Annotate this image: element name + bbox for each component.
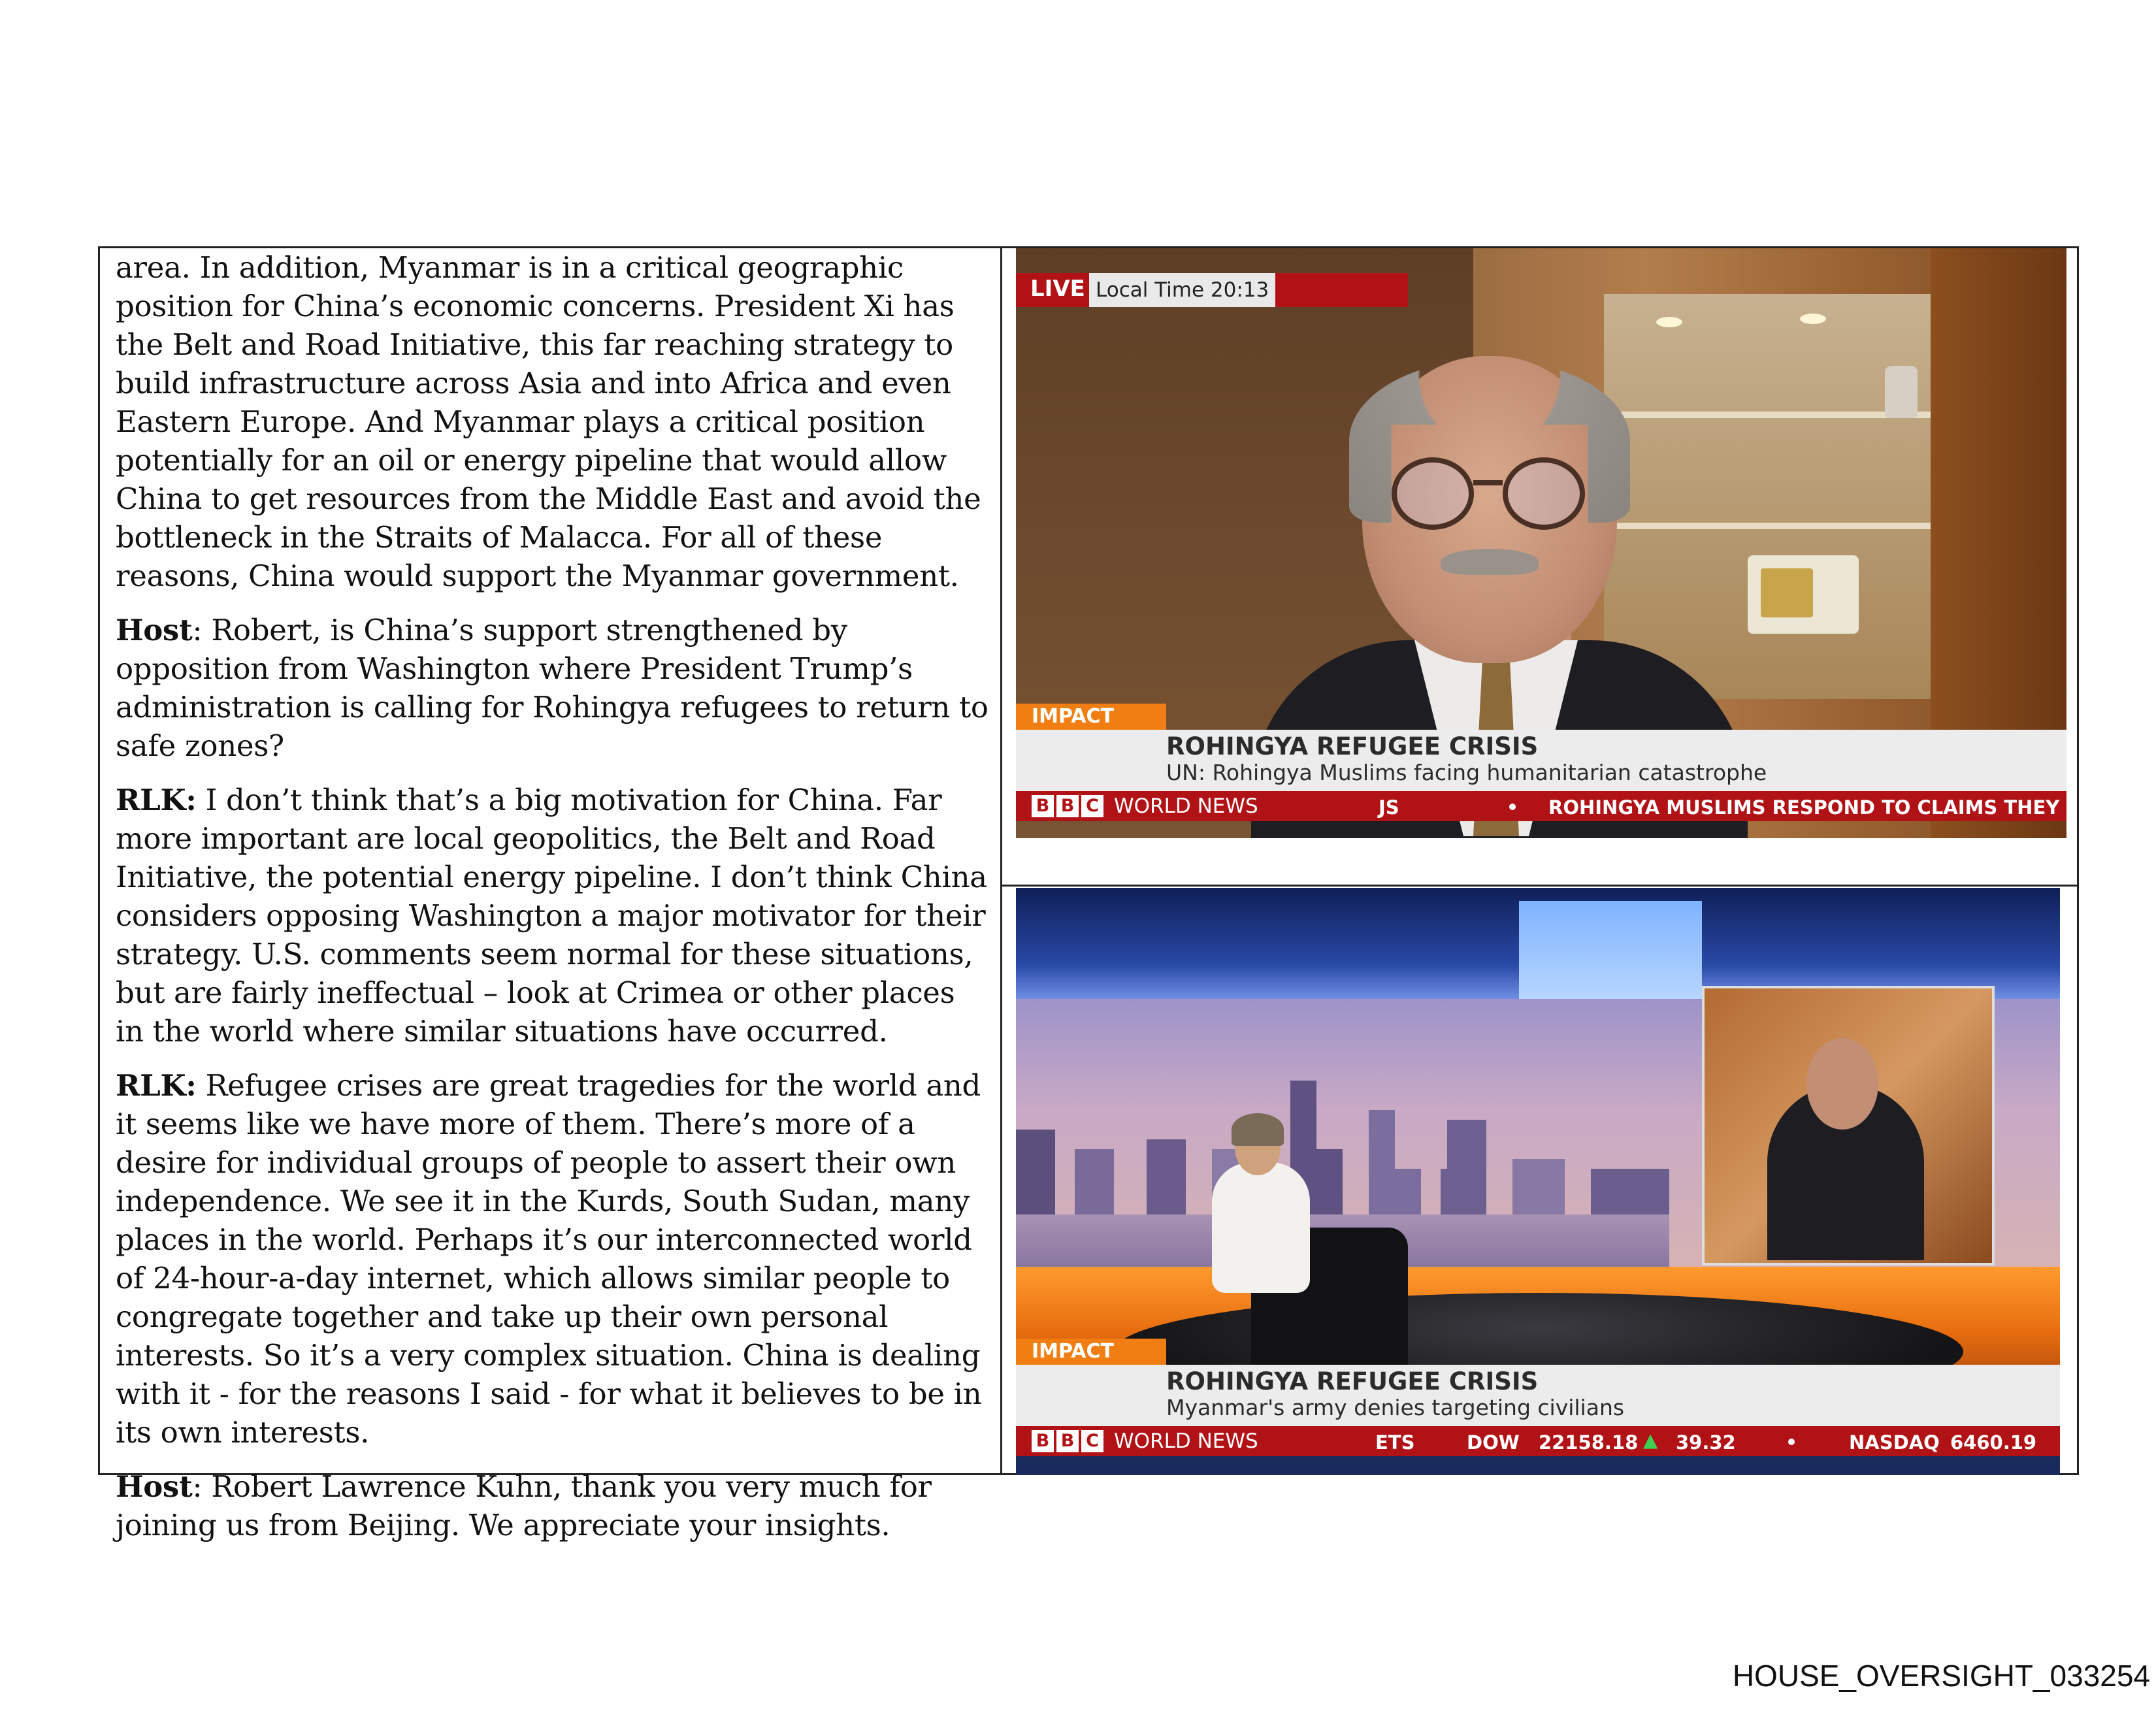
speaker-label: Host: [116, 613, 193, 647]
impact-label: IMPACT: [1016, 1339, 1166, 1365]
ticker-text: ROHINGYA MUSLIMS RESPOND TO CLAIMS THEY: [1548, 796, 2060, 819]
subhead: Myanmar's army denies targeting civilians: [1166, 1395, 1625, 1420]
dow-value: 22158.18: [1539, 1431, 1639, 1454]
paragraph-host-closing: [116, 1467, 991, 1544]
nasdaq-value: 6460.19: [1950, 1431, 2037, 1454]
ticker-fragment: ETS: [1375, 1431, 1415, 1454]
bbc-letter: C: [1081, 1430, 1103, 1452]
paragraph-text: Refugee crises are great tragedies for the world and it seems like we have more of them. There’s more of a desire for individual groups of people to assert their own independence. We see it in the Kurds, South Sudan, many places in the world. Perhaps it’s our interconnected world of 24-hour-a-day internet, which allows similar people to congregate together and take up their own personal interests. So it’s a very complex situation. China is dealing with it - for the reasons I said - for what it believes to be in its own interests.: [116, 1068, 982, 1450]
bbc-letter: B: [1056, 1430, 1079, 1452]
transcript-table: [98, 246, 2079, 1542]
impact-label: IMPACT: [1016, 704, 1166, 730]
column-divider: [1000, 248, 1002, 1473]
local-time: Local Time 20:13: [1089, 273, 1275, 307]
ceiling-light-panel: [1519, 901, 1702, 999]
bbc-letter: B: [1056, 795, 1079, 817]
bates-number: HOUSE_OVERSIGHT_033254: [1732, 1659, 2150, 1693]
ticker-fragment: JS: [1379, 796, 1399, 819]
paragraph-rlk-answer-2: [116, 1066, 991, 1452]
glasses-lens: [1503, 457, 1585, 530]
ticker-separator: [1509, 804, 1516, 810]
bbc-letter: B: [1032, 795, 1054, 817]
dow-change: 39.32: [1676, 1431, 1736, 1454]
paragraph-continuation: [116, 248, 991, 595]
speaker-label: RLK:: [116, 1068, 197, 1103]
bbc-logo: [1032, 795, 1103, 817]
paragraph-text: I don’t think that’s a big motivation for China. Far more important are local geopolitics, the Belt and Road Initiative, the potential energy pipeline. I don’t think China considers opposing Washington a major motivator for their strategy. U.S. comments seem normal for these situations, but are fairly ineffectual – look at Crimea or other places in the world where similar situations have occurred.: [116, 783, 987, 1049]
presenter-hair: [1232, 1113, 1284, 1146]
up-arrow-icon: ▲: [1643, 1429, 1658, 1451]
bbc-letter: B: [1032, 1430, 1054, 1452]
dow-label: DOW: [1467, 1431, 1520, 1454]
glasses-bridge: [1473, 480, 1503, 485]
nasdaq-label: NASDAQ: [1849, 1431, 1940, 1454]
shelf-alcove: [1604, 294, 1944, 699]
live-label: LIVE: [1030, 276, 1085, 302]
headline: ROHINGYA REFUGEE CRISIS: [1166, 1367, 1539, 1395]
paragraph-text: : Robert Lawrence Kuhn, thank you very much for joining us from Beijing. We appreciate your insights.: [116, 1469, 932, 1542]
glass-shelf: [1604, 523, 1944, 529]
tv-still-interview: [1016, 248, 2066, 838]
ceiling-light: [1800, 314, 1826, 324]
mustache: [1441, 549, 1539, 575]
speaker-label: RLK:: [116, 783, 197, 817]
paragraph-rlk-answer-1: [116, 781, 991, 1051]
kettle: [1885, 366, 1918, 418]
bbc-logo: [1032, 1430, 1103, 1452]
speaker-label: Host: [116, 1469, 193, 1504]
paragraph-text: area. In addition, Myanmar is in a critical geographic position for China’s economic concerns. President Xi has the Belt and Road Initiative, this far reaching strategy to build infrastructure across Asia and into Africa and even Eastern Europe. And Myanmar plays a critical position potentially for an oil or energy pipeline that would allow China to get resources from the Middle East and avoid the bottleneck in the Straits of Malacca. For all of these reasons, China would support the Myanmar government.: [116, 250, 981, 593]
channel-name: WORLD NEWS: [1114, 794, 1258, 818]
microwave-window: [1761, 568, 1813, 617]
tv-still-studio: [1016, 888, 2060, 1475]
paragraph-text: : Robert, is China’s support strengthened by opposition from Washington where President Trump’s administration is calling for Rohingya refugees to return to safe zones?: [116, 613, 988, 763]
row-divider: [1000, 885, 2079, 887]
subhead: UN: Rohingya Muslims facing humanitarian catastrophe: [1166, 760, 1767, 785]
remote-guest-head: [1806, 1038, 1878, 1130]
presenter-body: [1212, 1162, 1310, 1293]
ticker-separator: [1788, 1439, 1795, 1445]
transcript-text: [116, 248, 991, 1560]
paragraph-host-question: [116, 611, 991, 765]
channel-name: WORLD NEWS: [1114, 1429, 1258, 1453]
glasses-lens: [1392, 457, 1474, 530]
bbc-letter: C: [1081, 795, 1103, 817]
headline: ROHINGYA REFUGEE CRISIS: [1166, 732, 1539, 760]
ceiling-light: [1656, 317, 1682, 327]
